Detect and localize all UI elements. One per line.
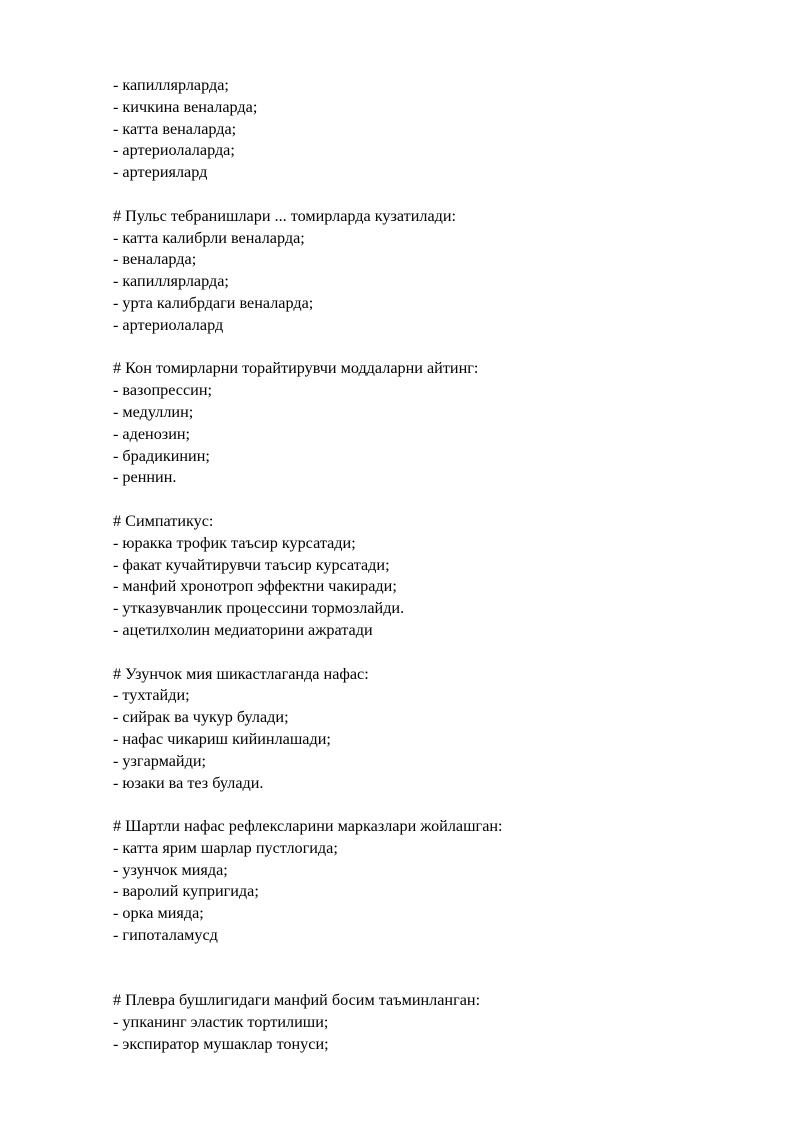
question-text: # Узунчок мия шикастлаганда нафас:	[113, 664, 369, 683]
answer-option: - брадикинин;	[113, 446, 210, 465]
question-block-5	[113, 664, 753, 795]
answer-option: - ацетилхолин медиаторини ажратади	[113, 620, 373, 639]
answer-option: - юракка трофик таъсир курсатади;	[113, 533, 356, 552]
answer-option: - факат кучайтирувчи таъсир курсатади;	[113, 555, 390, 574]
blank-line	[113, 947, 753, 991]
question-block-1	[113, 75, 753, 184]
answer-option: - артериолалард	[113, 315, 224, 334]
question-text: # Симпатикус:	[113, 511, 214, 530]
answer-option: - узунчок мияда;	[113, 860, 228, 879]
answer-option: - катта калибрли веналарда;	[113, 228, 305, 247]
question-text: # Плевра бушлигидаги манфий босим таъминланган:	[113, 991, 481, 1010]
answer-option: - катта веналарда;	[113, 119, 237, 138]
answer-option: - манфий хронотроп эффектни чакиради;	[113, 577, 397, 596]
answer-option: - артериялард	[113, 163, 208, 182]
answer-option: - экспиратор мушаклар тонуси;	[113, 1035, 329, 1054]
document-text	[113, 75, 753, 1056]
answer-option: - реннин.	[113, 468, 177, 487]
answer-option: - утказувчанлик процессини тормозлайди.	[113, 599, 405, 618]
answer-option: - узгармайди;	[113, 751, 206, 770]
blank-line	[113, 184, 753, 206]
answer-option: - кичкина веналарда;	[113, 97, 258, 116]
question-block-7	[113, 990, 753, 1055]
answer-option: - капиллярларда;	[113, 76, 229, 94]
question-text: # Кон томирларни торайтирувчи моддаларни айтинг:	[113, 359, 479, 378]
question-block-2	[113, 206, 753, 337]
answer-option: - упканинг эластик тортилиши;	[113, 1013, 329, 1032]
answer-option: - юзаки ва тез булади.	[113, 773, 264, 792]
answer-option: - гипоталамусд	[113, 926, 218, 945]
answer-option: - медуллин;	[113, 402, 194, 421]
question-text: # Шартли нафас рефлексларини марказлари жойлашган:	[113, 817, 503, 836]
answer-option: - тухтайди;	[113, 686, 190, 705]
answer-option: - орка мияда;	[113, 904, 204, 923]
answer-option: - веналарда;	[113, 250, 197, 269]
question-block-3	[113, 358, 753, 489]
question-block-6	[113, 816, 753, 947]
answer-option: - урта калибрдаги веналарда;	[113, 293, 314, 312]
answer-option: - нафас чикариш кийинлашади;	[113, 729, 331, 748]
answer-option: - артериолаларда;	[113, 141, 235, 160]
answer-option: - капиллярларда;	[113, 272, 229, 291]
question-block-4	[113, 511, 753, 642]
question-text: # Пульс тебранишлари ... томирларда кузатилади:	[113, 206, 457, 225]
answer-option: - вазопрессин;	[113, 381, 212, 400]
answer-option: - варолий купригида;	[113, 882, 259, 901]
blank-line	[113, 337, 753, 359]
answer-option: - катта ярим шарлар пустлогида;	[113, 838, 338, 857]
blank-line	[113, 489, 753, 511]
answer-option: - аденозин;	[113, 424, 191, 443]
answer-option: - сийрак ва чукур булади;	[113, 708, 289, 727]
blank-line	[113, 794, 753, 816]
blank-line	[113, 642, 753, 664]
